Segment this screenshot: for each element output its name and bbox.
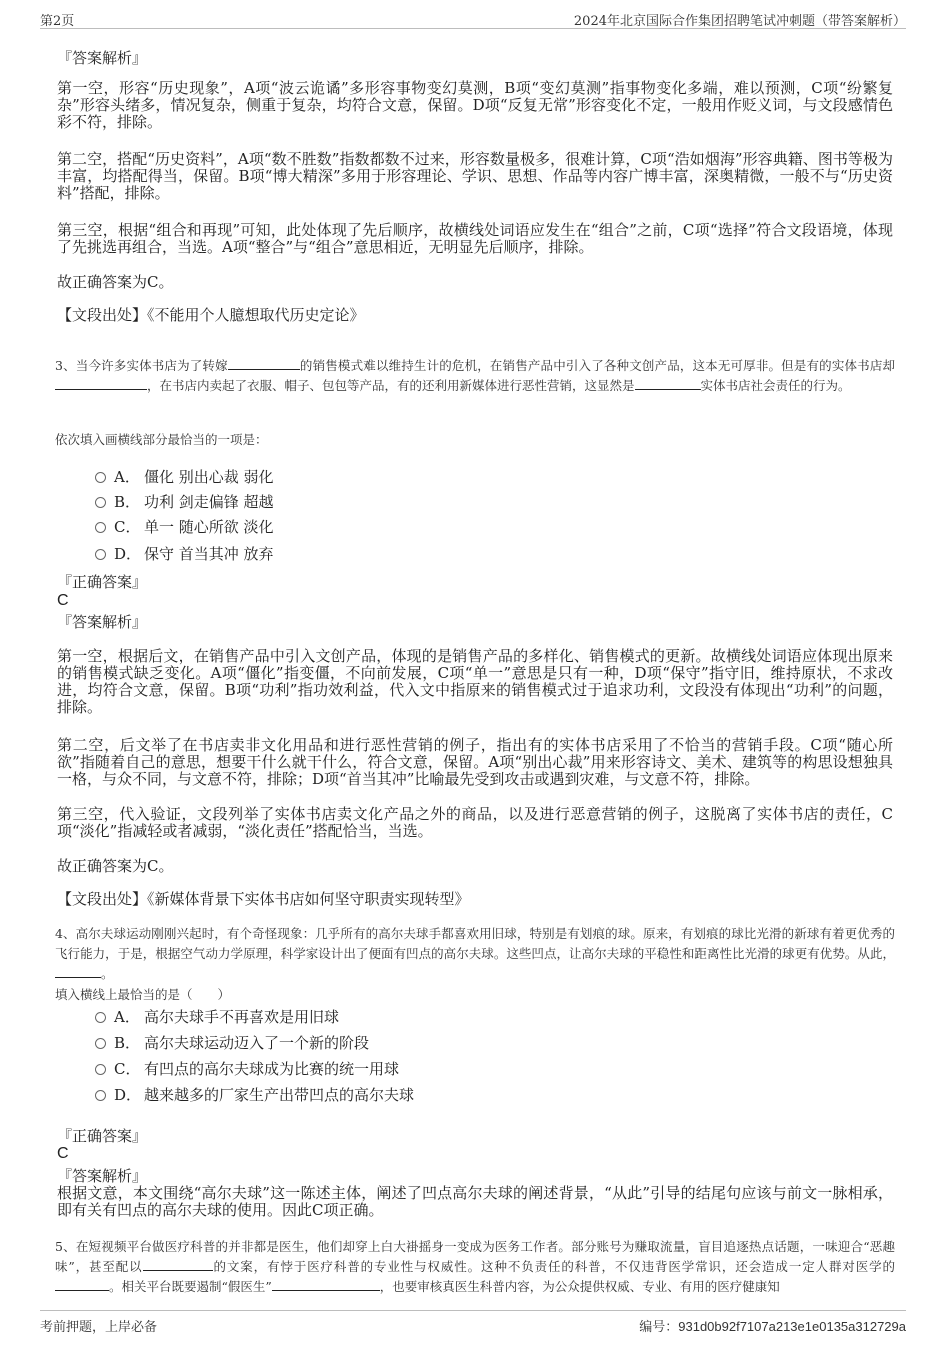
document-code: 编号：931d0b92f7107a213e1e0135a312729a bbox=[639, 1319, 906, 1335]
analysis-paragraph: 第三空，根据“组合和再现”可知，此处体现了先后顺序，故横线处词语应发生在“组合”之前，C项“选择”符合文段语境，体现了先挑选再组合，当选。A项“整合”与“组合”意思相近，无明显先后顺序，排除。 bbox=[57, 221, 893, 256]
radio-icon bbox=[95, 1038, 106, 1049]
conclusion: 故正确答案为C。 bbox=[57, 857, 174, 875]
analysis-paragraph: 第一空，形容“历史现象”，A项“波云诡谲”多形容事物变幻莫测，B项“变幻莫测”指事物变化多端，难以预测，C项“纷繁复杂”形容头绪多，情况复杂，侧重于复杂，均符合文意，保留。D项“反复无常”形容变化不定，一般用作贬义词，与文段感情色彩不符，排除。 bbox=[57, 79, 893, 131]
option-c[interactable]: C． 单一 随心所欲 淡化 bbox=[95, 517, 274, 537]
option-c[interactable]: C． 有凹点的高尔夫球成为比赛的统一用球 bbox=[95, 1059, 399, 1079]
option-a[interactable]: A． 高尔夫球手不再喜欢是用旧球 bbox=[95, 1007, 339, 1027]
analysis-label: 『答案解析』 bbox=[57, 1167, 148, 1185]
option-b[interactable]: B． 功利 剑走偏锋 超越 bbox=[95, 492, 274, 512]
page-number: 第2页 bbox=[40, 14, 75, 29]
document-title: 2024年北京国际合作集团招聘笔试冲刺题（带答案解析） bbox=[573, 14, 906, 29]
option-b[interactable]: B． 高尔夫球运动迈入了一个新的阶段 bbox=[95, 1033, 369, 1053]
correct-answer: C bbox=[57, 592, 69, 609]
correct-answer: C bbox=[57, 1145, 69, 1162]
radio-icon bbox=[95, 1012, 106, 1023]
question-3-stem: 3、当今许多实体书店为了转嫁 的销售模式难以维持生计的危机，在销售产品中引入了各种文创产品，这本无可厚非。但是有的实体书店却，在书店内卖起了衣服、帽子、包包等产品，有的还利用新媒体进行恶性营销，这显然是 实体书店社会责任的行为。 bbox=[55, 358, 895, 393]
analysis-label: 『答案解析』 bbox=[57, 613, 148, 631]
radio-icon bbox=[95, 472, 106, 483]
radio-icon bbox=[95, 1064, 106, 1075]
analysis-paragraph: 第一空，根据后文，在销售产品中引入文创产品，体现的是销售产品的多样化、销售模式的更新。故横线处词语应体现出原来的销售模式缺乏变化。A项“僵化”指变僵，不向前发展，C项“单一”意思是只有一种，D项“保守”指守旧，维持原状，不求改进，均符合文意，保留。B项“功利”指功效利益，代入文中指原来的销售模式过于追求功利，文段没有体现出“功利”的问题，排除。 bbox=[57, 647, 893, 716]
analysis-paragraph: 第三空，代入验证，文段列举了实体书店卖文化产品之外的商品，以及进行恶意营销的例子，这脱离了实体书店的责任，C项“淡化”指减轻或者减弱，“淡化责任”搭配恰当，当选。 bbox=[57, 805, 893, 840]
question-prompt: 填入横线上最恰当的是（ ） bbox=[55, 987, 231, 1002]
footer-slogan: 考前押题，上岸必备 bbox=[40, 1320, 158, 1335]
blank-line bbox=[55, 965, 101, 978]
analysis-paragraph: 第二空，搭配“历史资料”，A项“数不胜数”指数都数不过来，形容数量极多，很难计算，C项“浩如烟海”形容典籍、图书等极为丰富，均搭配得当，保留。B项“博大精深”多用于形容理论、学识、思想、作品等内容广博丰富，深奥精微，一般不与“历史资料”搭配，排除。 bbox=[57, 150, 893, 202]
radio-icon bbox=[95, 497, 106, 508]
analysis-label: 『答案解析』 bbox=[57, 49, 148, 67]
correct-answer-label: 『正确答案』 bbox=[57, 573, 148, 591]
passage-source: 【文段出处】《新媒体背景下实体书店如何坚守职责实现转型》 bbox=[57, 890, 470, 908]
blank-line bbox=[272, 1278, 380, 1291]
blank-line bbox=[55, 377, 147, 390]
radio-icon bbox=[95, 549, 106, 560]
conclusion: 故正确答案为C。 bbox=[57, 273, 174, 291]
blank-line bbox=[635, 377, 701, 390]
page-footer bbox=[40, 1310, 906, 1335]
analysis-paragraph: 根据文意，本文围绕“高尔夫球”这一陈述主体，阐述了凹点高尔夫球的阐述背景，“从此”引导的结尾句应该与前文一脉相承，即有关有凹点的高尔夫球的使用。因此C项正确。 bbox=[57, 1184, 893, 1219]
radio-icon bbox=[95, 522, 106, 533]
correct-answer-label: 『正确答案』 bbox=[57, 1127, 148, 1145]
analysis-paragraph: 第二空，后文举了在书店卖非文化用品和进行恶性营销的例子，指出有的实体书店采用了不恰当的营销手段。C项“随心所欲”指随着自己的意思，想要干什么就干什么，符合文意，保留。A项“别出心裁”用来形容诗文、美术、建筑等的构思设想独具一格，与众不同，与文意不符，排除；D项“首当其冲”比喻最先受到攻击或遇到灾难，与文意不符，排除。 bbox=[57, 736, 893, 788]
option-a[interactable]: A． 僵化 别出心裁 弱化 bbox=[95, 467, 274, 487]
blank-line bbox=[143, 1258, 213, 1271]
question-5-stem: 5、在短视频平台做医疗科普的并非都是医生，他们却穿上白大褂摇身一变成为医务工作者。部分账号为赚取流量，盲目追逐热点话题，一味迎合“恶趣味”，甚至配以 的文案，有悖于医疗科普的专业性与权威性。这种不负责任的科普，不仅违背医学常识，还会造成一定人群对医学的。相关平台既要遏制“假医生” ，也要审核真医生科普内容，为公众提供权威、专业、有用的医疗健康知 bbox=[55, 1239, 895, 1294]
page-header bbox=[40, 8, 906, 29]
passage-source: 【文段出处】《不能用个人臆想取代历史定论》 bbox=[57, 306, 365, 324]
question-prompt: 依次填入画横线部分最恰当的一项是： bbox=[55, 432, 268, 447]
blank-line bbox=[228, 357, 300, 370]
question-4-stem: 4、高尔夫球运动刚刚兴起时，有个奇怪现象：几乎所有的高尔夫球手都喜欢用旧球，特别是有划痕的球。原来，有划痕的球比光滑的新球有着更优秀的飞行能力，于是，根据空气动力学原理，科学家设计出了便面有凹点的高尔夫球。这些凹点，让高尔夫球的平稳性和距离性比光滑的球更有优势。从此，。 bbox=[55, 926, 895, 981]
blank-line bbox=[55, 1278, 109, 1291]
option-d[interactable]: D． 越来越多的厂家生产出带凹点的高尔夫球 bbox=[95, 1085, 414, 1105]
radio-icon bbox=[95, 1090, 106, 1101]
option-d[interactable]: D． 保守 首当其冲 放弃 bbox=[95, 544, 274, 564]
